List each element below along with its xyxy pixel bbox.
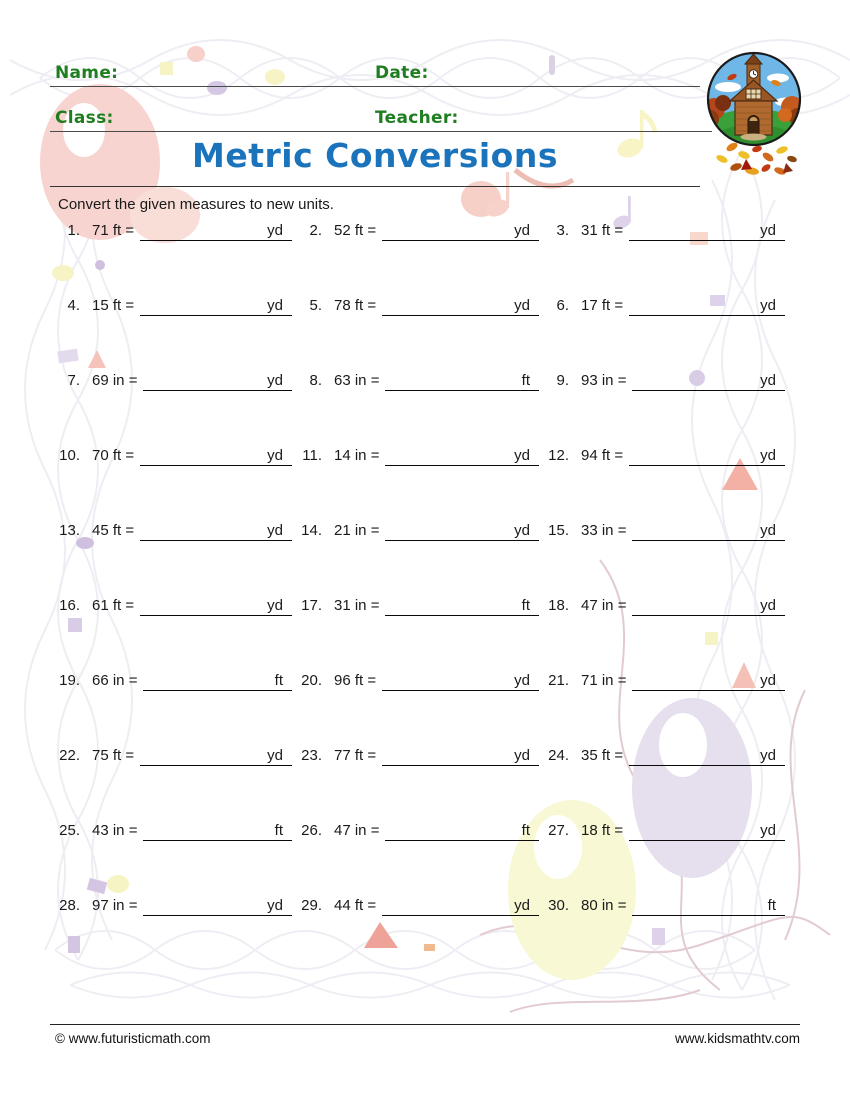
answer-blank[interactable]	[140, 596, 292, 616]
problem-unit: yd	[514, 447, 530, 464]
answer-blank[interactable]	[632, 596, 785, 616]
problem-number: 30.	[548, 897, 569, 914]
problem-expression: 31 in =	[334, 597, 380, 614]
problems-grid	[50, 221, 785, 971]
answer-blank[interactable]	[143, 371, 292, 391]
problem-unit: yd	[760, 597, 776, 614]
answer-blank[interactable]	[629, 296, 785, 316]
problem-number: 24.	[548, 747, 569, 764]
problem-item	[50, 671, 292, 746]
answer-blank[interactable]	[632, 671, 785, 691]
problem-unit: yd	[514, 222, 530, 239]
problem-expression: 33 in =	[581, 522, 627, 539]
problem-item	[292, 746, 539, 821]
problem-number: 27.	[548, 822, 569, 839]
problem-item	[539, 296, 785, 371]
problem-expression: 61 ft =	[92, 597, 135, 614]
problem-unit: yd	[267, 522, 283, 539]
answer-blank[interactable]	[140, 446, 292, 466]
problem-expression: 31 ft =	[581, 222, 624, 239]
problem-item	[50, 446, 292, 521]
answer-blank[interactable]	[629, 446, 785, 466]
problem-unit: ft	[274, 822, 283, 839]
problem-item	[292, 896, 539, 971]
answer-blank[interactable]	[629, 746, 785, 766]
problem-expression: 96 ft =	[334, 672, 377, 689]
answer-blank[interactable]	[140, 521, 292, 541]
problem-item	[539, 521, 785, 596]
answer-blank[interactable]	[629, 221, 785, 241]
problem-number: 14.	[301, 522, 322, 539]
problem-item	[292, 221, 539, 296]
teacher-label: Teacher:	[375, 108, 459, 128]
problem-number: 18.	[548, 597, 569, 614]
problem-expression: 69 in =	[92, 372, 138, 389]
problem-unit: yd	[760, 222, 776, 239]
answer-blank[interactable]	[385, 371, 539, 391]
problem-unit: yd	[760, 447, 776, 464]
answer-blank[interactable]	[385, 446, 539, 466]
answer-blank[interactable]	[385, 821, 539, 841]
problem-number: 25.	[59, 822, 80, 839]
instruction-text: Convert the given measures to new units.	[58, 196, 334, 213]
problem-expression: 97 in =	[92, 897, 138, 914]
problem-expression: 94 ft =	[581, 447, 624, 464]
problem-expression: 75 ft =	[92, 747, 135, 764]
problem-item	[292, 296, 539, 371]
problem-unit: ft	[521, 372, 530, 389]
problem-unit: yd	[514, 672, 530, 689]
footer-divider	[50, 1024, 800, 1025]
problem-expression: 66 in =	[92, 672, 138, 689]
answer-blank[interactable]	[632, 371, 785, 391]
problem-number: 23.	[301, 747, 322, 764]
problem-item	[292, 446, 539, 521]
problem-item	[539, 446, 785, 521]
problem-number: 29.	[301, 897, 322, 914]
problem-number: 19.	[59, 672, 80, 689]
problem-expression: 17 ft =	[581, 297, 624, 314]
problem-item	[539, 221, 785, 296]
problem-item	[50, 521, 292, 596]
answer-blank[interactable]	[140, 746, 292, 766]
problem-unit: yd	[760, 822, 776, 839]
problem-number: 17.	[301, 597, 322, 614]
problem-expression: 70 ft =	[92, 447, 135, 464]
problem-number: 7.	[67, 372, 80, 389]
answer-blank[interactable]	[385, 521, 539, 541]
problem-expression: 93 in =	[581, 372, 627, 389]
problem-number: 20.	[301, 672, 322, 689]
problem-item	[292, 371, 539, 446]
problem-unit: ft	[521, 822, 530, 839]
answer-blank[interactable]	[143, 671, 292, 691]
problem-unit: yd	[760, 522, 776, 539]
problem-number: 3.	[556, 222, 569, 239]
problem-expression: 18 ft =	[581, 822, 624, 839]
class-label: Class:	[55, 108, 114, 128]
problem-expression: 52 ft =	[334, 222, 377, 239]
problem-number: 5.	[309, 297, 322, 314]
problem-expression: 80 in =	[581, 897, 627, 914]
page-title: Metric Conversions	[192, 136, 558, 175]
answer-blank[interactable]	[632, 521, 785, 541]
answer-blank[interactable]	[382, 896, 539, 916]
title-underline	[50, 186, 700, 187]
problem-item	[50, 896, 292, 971]
answer-blank[interactable]	[632, 896, 785, 916]
problem-unit: yd	[267, 747, 283, 764]
problem-expression: 47 in =	[334, 822, 380, 839]
answer-blank[interactable]	[385, 596, 539, 616]
problem-unit: yd	[514, 522, 530, 539]
answer-blank[interactable]	[382, 296, 539, 316]
problem-unit: yd	[514, 297, 530, 314]
problem-unit: yd	[267, 897, 283, 914]
date-label: Date:	[375, 63, 429, 83]
problem-item	[50, 596, 292, 671]
problem-unit: ft	[521, 597, 530, 614]
problem-item	[292, 671, 539, 746]
schoolhouse-clipart-icon	[702, 47, 806, 179]
answer-blank[interactable]	[143, 821, 292, 841]
problem-number: 4.	[67, 297, 80, 314]
problem-expression: 35 ft =	[581, 747, 624, 764]
problem-expression: 77 ft =	[334, 747, 377, 764]
problem-expression: 45 ft =	[92, 522, 135, 539]
answer-blank[interactable]	[629, 821, 785, 841]
problem-unit: yd	[267, 222, 283, 239]
problem-item	[539, 896, 785, 971]
problem-item	[50, 296, 292, 371]
problem-number: 9.	[556, 372, 569, 389]
problem-number: 28.	[59, 897, 80, 914]
problem-item	[539, 746, 785, 821]
problem-number: 22.	[59, 747, 80, 764]
problem-number: 12.	[548, 447, 569, 464]
problem-number: 6.	[556, 297, 569, 314]
problem-number: 21.	[548, 672, 569, 689]
problem-expression: 71 ft =	[92, 222, 135, 239]
problem-unit: yd	[514, 747, 530, 764]
problem-unit: yd	[760, 372, 776, 389]
class-underline	[50, 131, 712, 132]
copyright-text: © www.futuristicmath.com	[55, 1031, 211, 1046]
problem-unit: yd	[760, 672, 776, 689]
answer-blank[interactable]	[143, 896, 292, 916]
answer-blank[interactable]	[140, 296, 292, 316]
problem-number: 16.	[59, 597, 80, 614]
problem-item	[539, 371, 785, 446]
problem-item	[539, 671, 785, 746]
problem-unit: yd	[267, 597, 283, 614]
problem-unit: ft	[274, 672, 283, 689]
problem-unit: ft	[767, 897, 776, 914]
problem-item	[50, 371, 292, 446]
problem-unit: yd	[267, 447, 283, 464]
answer-blank[interactable]	[382, 671, 539, 691]
problem-item	[539, 596, 785, 671]
problem-number: 11.	[302, 447, 322, 464]
answer-blank[interactable]	[382, 746, 539, 766]
problem-expression: 15 ft =	[92, 297, 135, 314]
problem-number: 8.	[309, 372, 322, 389]
problem-expression: 63 in =	[334, 372, 380, 389]
problem-item	[292, 521, 539, 596]
problem-item	[50, 221, 292, 296]
problem-unit: yd	[514, 897, 530, 914]
problem-number: 26.	[301, 822, 322, 839]
problem-item	[539, 821, 785, 896]
problem-expression: 71 in =	[581, 672, 627, 689]
problem-unit: yd	[267, 372, 283, 389]
problem-number: 2.	[309, 222, 322, 239]
problem-item	[292, 821, 539, 896]
answer-blank[interactable]	[140, 221, 292, 241]
problem-item	[50, 821, 292, 896]
problem-number: 15.	[548, 522, 569, 539]
problem-expression: 21 in =	[334, 522, 380, 539]
problem-expression: 14 in =	[334, 447, 380, 464]
name-underline	[50, 86, 700, 87]
answer-blank[interactable]	[382, 221, 539, 241]
problem-number: 13.	[59, 522, 80, 539]
problem-unit: yd	[760, 747, 776, 764]
problem-unit: yd	[760, 297, 776, 314]
problem-expression: 43 in =	[92, 822, 138, 839]
problem-unit: yd	[267, 297, 283, 314]
problem-expression: 47 in =	[581, 597, 627, 614]
website-text: www.kidsmathtv.com	[674, 1031, 800, 1046]
problem-expression: 78 ft =	[334, 297, 377, 314]
problem-item	[292, 596, 539, 671]
name-label: Name:	[55, 63, 119, 83]
problem-item	[50, 746, 292, 821]
problem-number: 1.	[67, 222, 80, 239]
problem-expression: 44 ft =	[334, 897, 377, 914]
problem-number: 10.	[59, 447, 80, 464]
